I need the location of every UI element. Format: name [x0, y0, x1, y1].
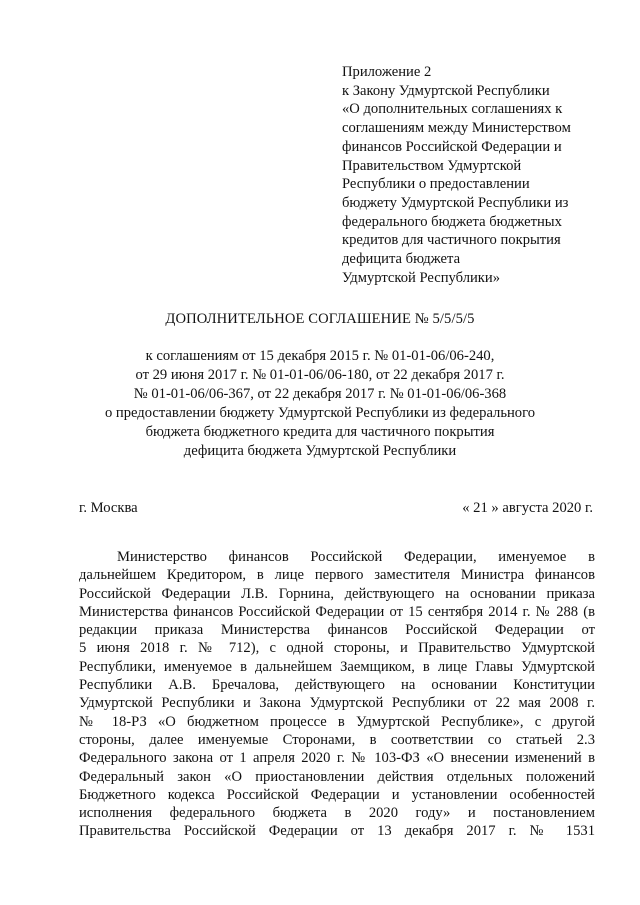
annex-line: дефицита бюджета [342, 251, 461, 268]
annex-line: Приложение 2 [342, 64, 432, 80]
body-line: Республики, именуемое в дальнейшем Заемщиком, в лице Главы Удмуртской [79, 658, 595, 675]
document-title: ДОПОЛНИТЕЛЬНОЕ СОГЛАШЕНИЕ № 5/5/5/5 [165, 311, 475, 327]
body-line: стороны, далее именуемые Сторонами, в соответствии со статьей 2.3 [79, 731, 595, 748]
annex-line: бюджету Удмуртской Республики из [342, 194, 569, 211]
subtitle-line: № 01-01-06/06-367, от 22 декабря 2017 г. № 01-01-06/06-368 [133, 385, 507, 402]
subtitle-line: к соглашениям от 15 декабря 2015 г. № 01-01-06/06-240, [145, 348, 495, 364]
annex-header [342, 63, 612, 287]
annex-line: финансов Российской Федерации и [342, 138, 562, 155]
annex-line: федерального бюджета бюджетных [342, 213, 562, 230]
body-line: Российской Федерации Л.В. Горнина, действующего на основании приказа [79, 585, 595, 602]
annex-line: «О дополнительных соглашениях к [342, 101, 563, 118]
body-line: Министерства финансов Российской Федерации от 15 сентября 2014 г. № 288 (в [79, 603, 595, 620]
annex-line: Республики о предоставлении [342, 176, 530, 193]
body-line: Республики А.В. Бречалова, действующего на основании Конституции [79, 677, 595, 694]
body-line: Правительства Российской Федерации от 13 декабря 2017 г. № 1531 [79, 823, 595, 840]
body-line: Федеральный закон «О приостановлении действия отдельных положений [79, 768, 595, 785]
annex-line: Правительством Удмуртской [342, 157, 522, 174]
body-line: Министерство финансов Российской Федерации, именуемое в [117, 549, 595, 565]
subtitle-line: о предоставлении бюджету Удмуртской Республики из федерального [104, 404, 536, 421]
body-line: редакции приказа Министерства финансов Российской Федерации от [79, 622, 595, 639]
body-line: Федерального закона от 1 апреля 2020 г. № 103-ФЗ «О внесении изменений в [79, 750, 595, 767]
body-line: Удмуртской Республики и Закона Удмуртской Республики от 22 мая 2008 г. [79, 695, 595, 712]
body-line: исполнения федерального бюджета в 2020 году» и постановлением [79, 805, 595, 822]
document-subtitle [0, 347, 640, 460]
body-line: № 18-РЗ «О бюджетном процессе в Удмуртской Республике», с другой [79, 713, 595, 730]
subtitle-line: бюджета бюджетного кредита для частичного покрытия [145, 423, 495, 440]
signing-date: « 21 » августа 2020 г. [462, 500, 593, 516]
annex-line: соглашениям между Министерством [342, 120, 571, 137]
annex-line: кредитов для частичного покрытия [342, 232, 561, 249]
annex-line: Удмуртской Республики» [342, 269, 500, 286]
subtitle-line: дефицита бюджета Удмуртской Республики [183, 442, 457, 459]
body-line: дальнейшем Кредитором, в лице первого заместителя Министра финансов [79, 567, 595, 584]
body-line: 5 июня 2018 г. № 712), с одной стороны, и Правительство Удмуртской [79, 640, 595, 657]
body-line: Бюджетного кодекса Российской Федерации и установлении особенностей [79, 786, 595, 803]
place-of-signing: г. Москва [79, 500, 138, 516]
annex-line: к Закону Удмуртской Республики [342, 82, 550, 99]
body-paragraph [79, 548, 595, 841]
subtitle-line: от 29 июня 2017 г. № 01-01-06/06-180, от 22 декабря 2017 г. [135, 366, 505, 383]
